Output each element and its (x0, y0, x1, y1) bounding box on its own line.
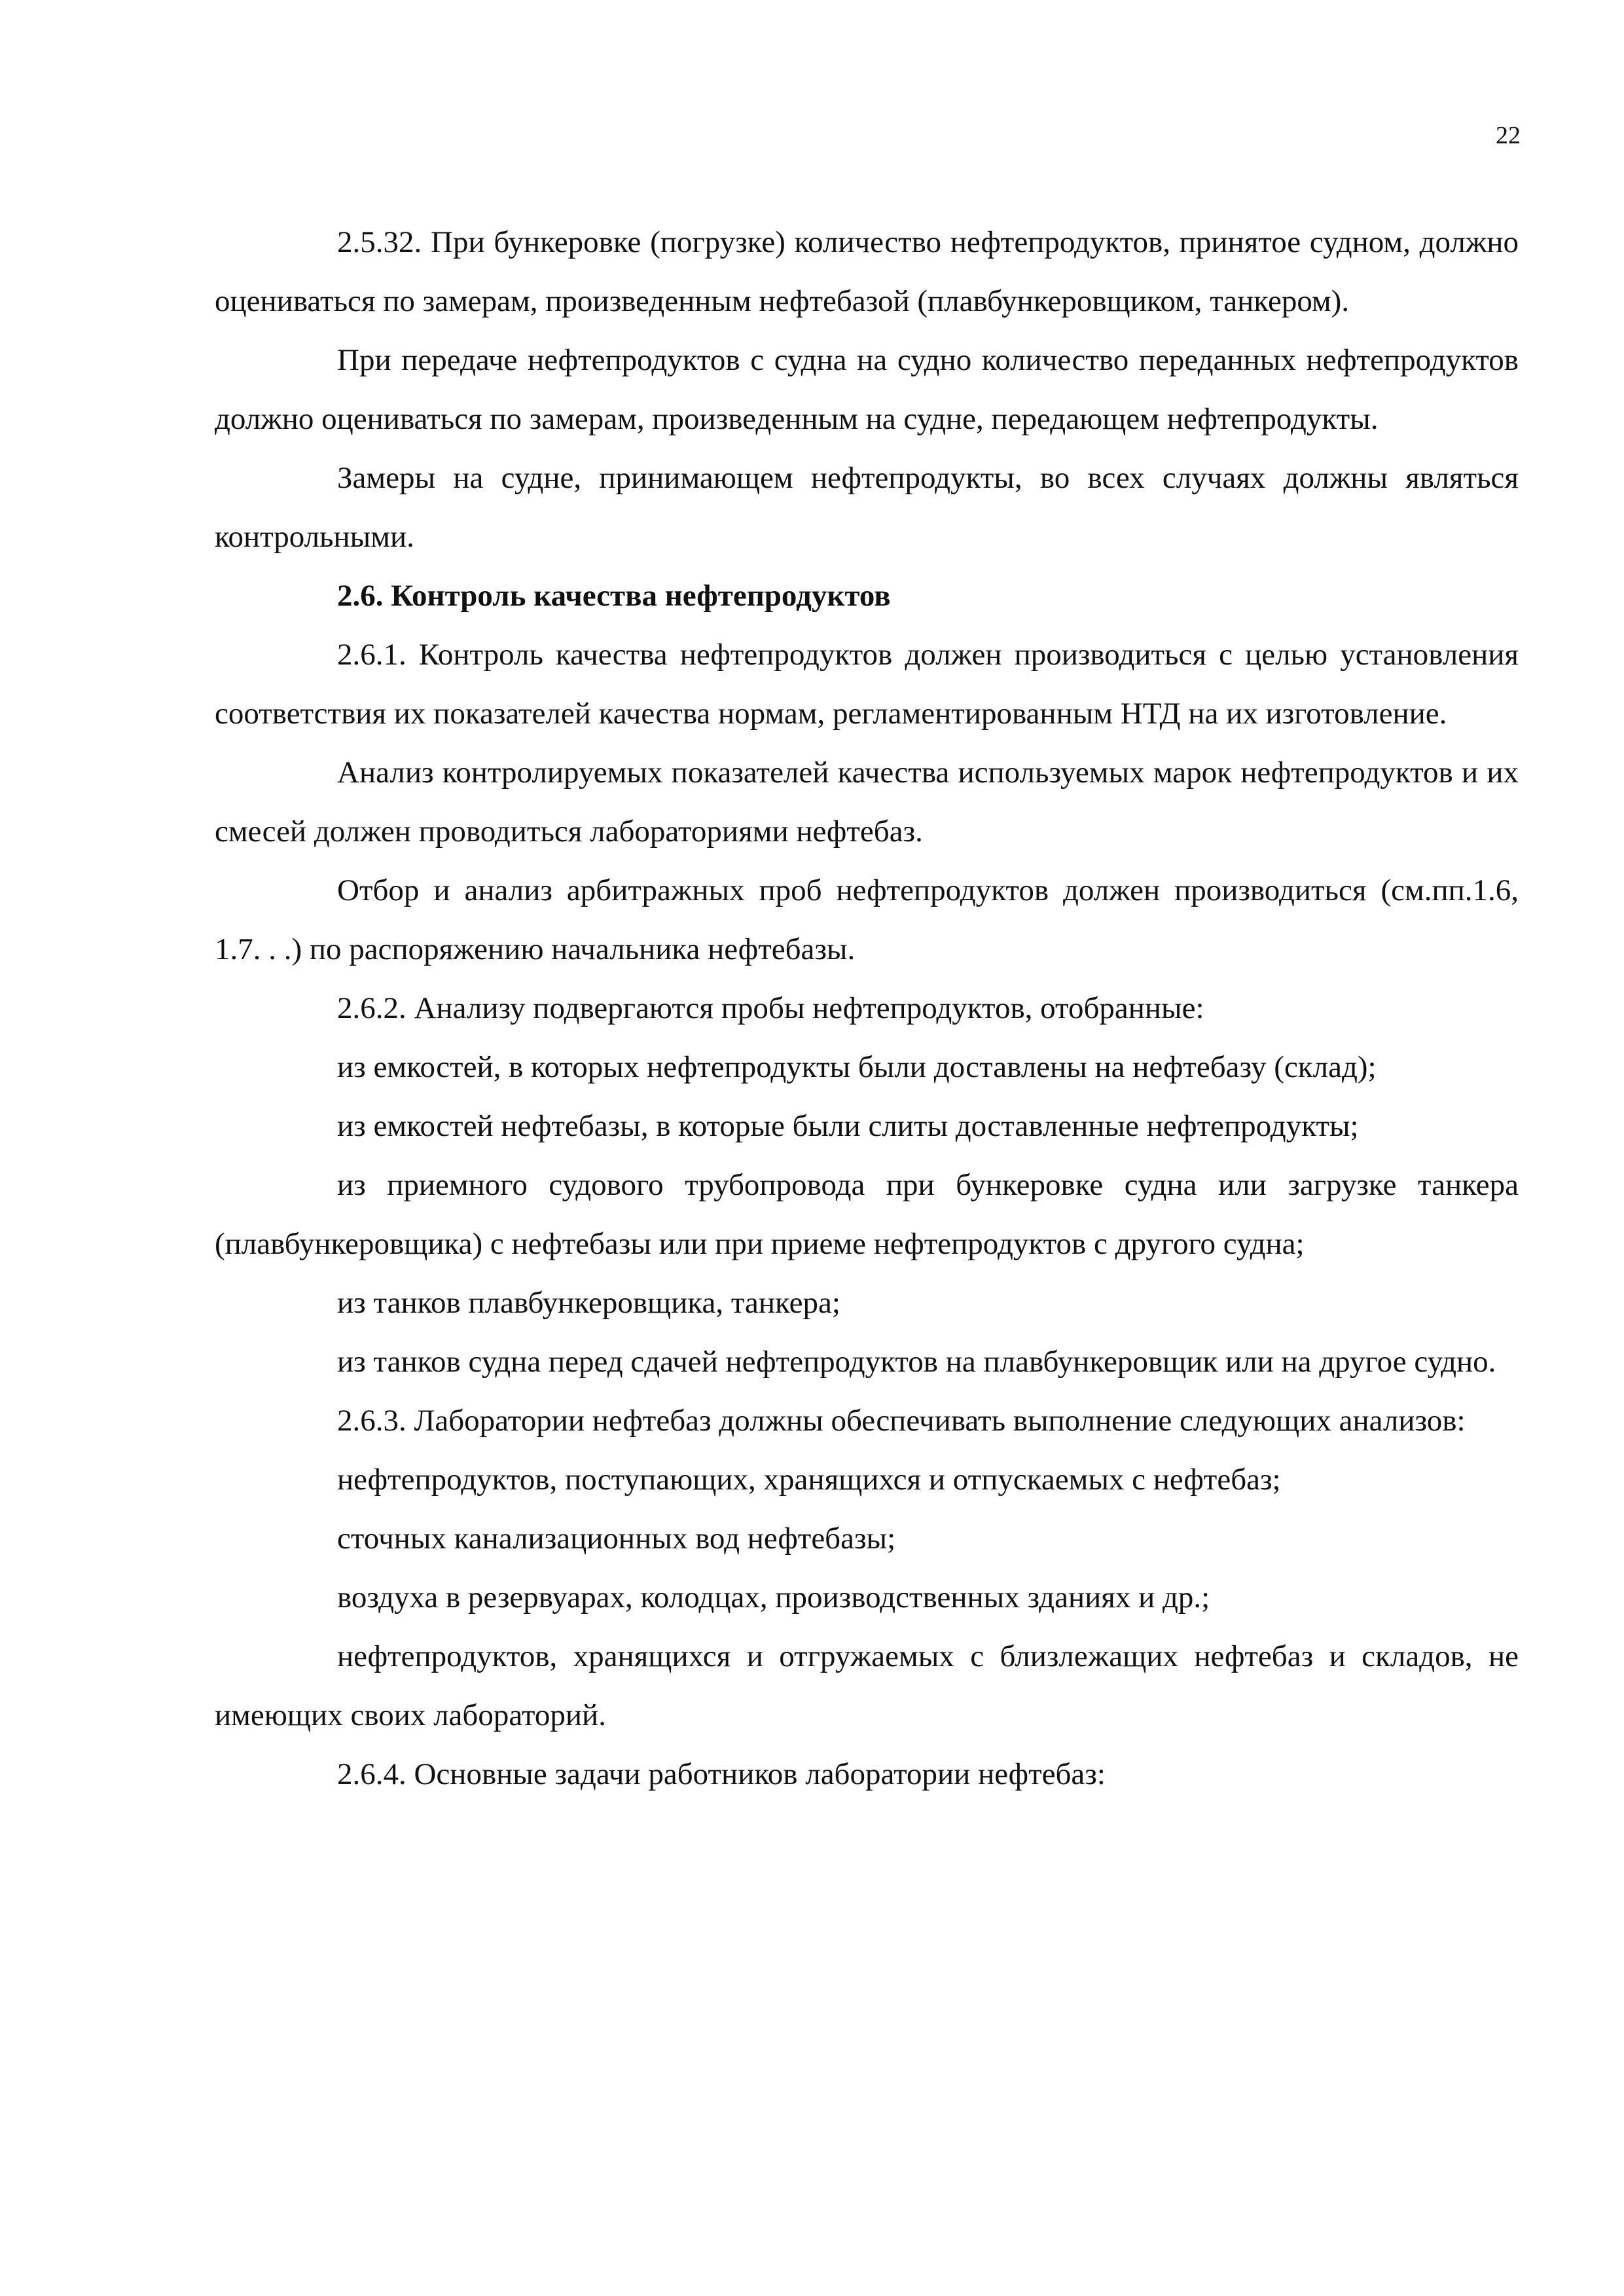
document-body (215, 213, 1519, 1804)
paragraph-analysis-labs: Анализ контролируемых показателей качества используемых марок нефтепродуктов и их смесей должен проводиться лабораториями нефтебаз. (215, 756, 1519, 848)
paragraph-2-6-2: 2.6.2. Анализу подвергаются пробы нефтепродуктов, отобранные: (337, 991, 1204, 1025)
paragraph-arbitration-samples: Отбор и анализ арбитражных проб нефтепродуктов должен производиться (см.пп.1.6, 1.7. . .) по распоряжению начальника нефтебазы. (215, 873, 1519, 966)
paragraph-2-6-3: 2.6.3. Лаборатории нефтебаз должны обеспечивать выполнение следующих анализов: (337, 1404, 1466, 1438)
list-item-bunker-tanks: из танков плавбункеровщика, танкера; (337, 1286, 840, 1320)
list-item-oil-products: нефтепродуктов, поступающих, хранящихся и отпускаемых с нефтебаз; (337, 1463, 1281, 1497)
paragraph-2-6-4: 2.6.4. Основные задачи работников лаборатории нефтебаз: (337, 1757, 1106, 1791)
paragraph-control-measurements: Замеры на судне, принимающем нефтепродукты, во всех случаях должны являться контрольными. (215, 461, 1519, 554)
list-item-ship-tanks: из танков судна перед сдачей нефтепродуктов на плавбункеровщик или на другое судно. (337, 1345, 1496, 1379)
list-item-pipeline: из приемного судового трубопровода при бункеровке судна или загрузке танкера (плавбункеровщика) с нефтебазы или при приеме нефтепродуктов с другого судна; (215, 1168, 1519, 1261)
list-item-delivery-tanks: из емкостей, в которых нефтепродукты были доставлены на нефтебазу (склад); (337, 1050, 1377, 1084)
paragraph-transfer-ship-to-ship: При передаче нефтепродуктов с судна на судно количество переданных нефтепродуктов должно оцениваться по замерам, произведенным на судне, передающем нефтепродукты. (215, 343, 1519, 436)
list-item-nearby-bases: нефтепродуктов, хранящихся и отгружаемых с близлежащих нефтебаз и складов, не имеющих своих лабораторий. (215, 1639, 1519, 1732)
paragraph-2-5-32: 2.5.32. При бункеровке (погрузке) количество нефтепродуктов, принятое судном, должно оцениваться по замерам, произведенным нефтебазой (плавбункеровщиком, танкером). (215, 225, 1519, 318)
list-item-waste-water: сточных канализационных вод нефтебазы; (337, 1522, 896, 1556)
list-item-air: воздуха в резервуарах, колодцах, производственных зданиях и др.; (337, 1580, 1210, 1614)
section-heading-2-6: 2.6. Контроль качества нефтепродуктов (337, 579, 891, 613)
paragraph-2-6-1: 2.6.1. Контроль качества нефтепродуктов должен производиться с целью установления соответствия их показателей качества нормам, регламентированным НТД на их изготовление. (215, 638, 1519, 731)
page-number: 22 (1496, 122, 1521, 149)
list-item-base-tanks: из емкостей нефтебазы, в которые были слиты доставленные нефтепродукты; (337, 1109, 1359, 1143)
